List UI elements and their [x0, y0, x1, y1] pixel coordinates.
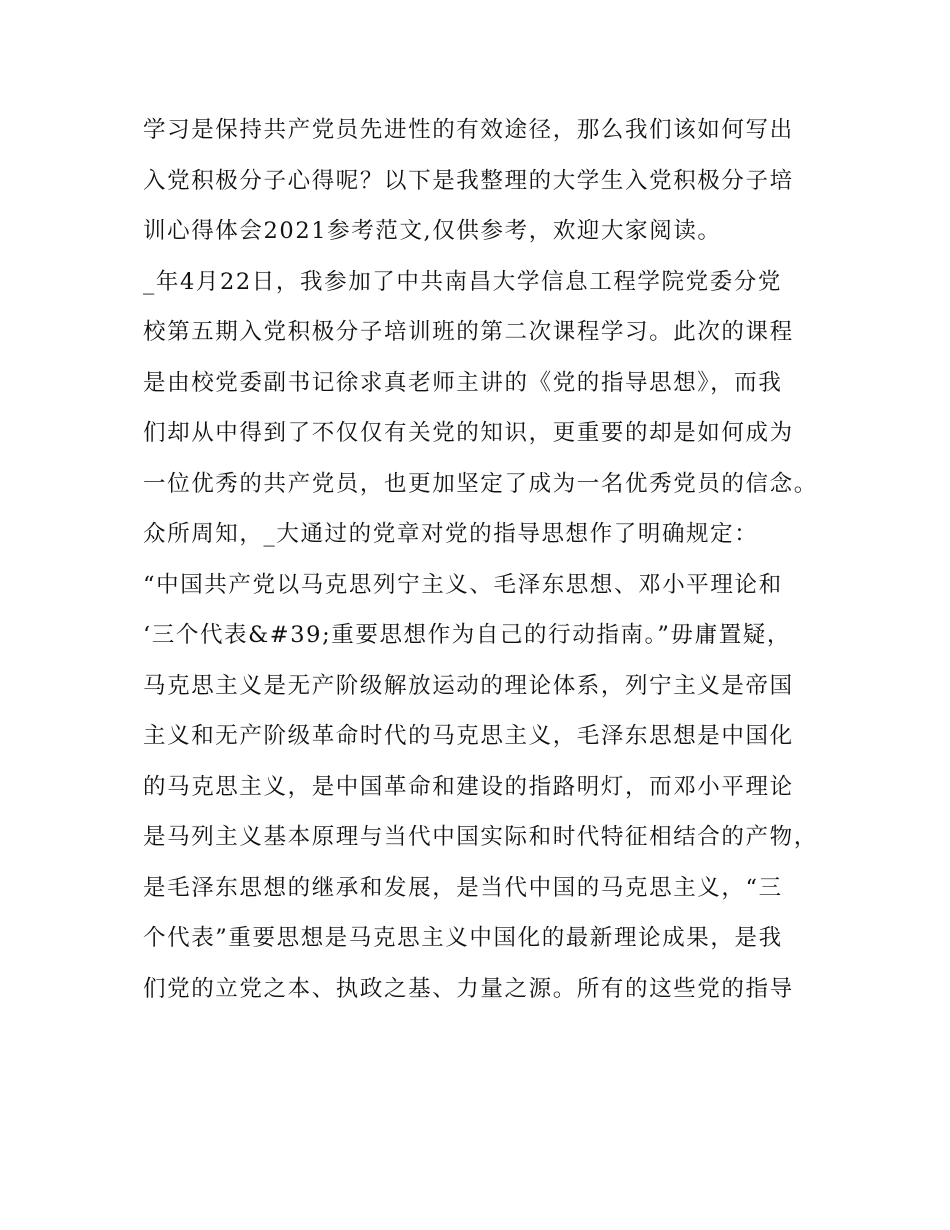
text-line-16: 是毛泽东思想的继承和发展，是当代中国的马克思主义，“三 — [143, 874, 783, 901]
text-line-7: 们却从中得到了不仅仅有关党的知识，更重要的却是如何成为 — [143, 420, 794, 446]
text-line-13: 主义和无产阶级革命时代的马克思主义，毛泽东思想是中国化 — [143, 723, 794, 749]
text-line-1: 学习是保持共产党员先进性的有效途径，那么我们该如何写出 — [143, 117, 794, 143]
text-line-10: “中国共产党以马克思列宁主义、毛泽东思想、邓小平理论和 — [143, 571, 783, 598]
text-line-5: 校第五期入党积极分子培训班的第二次课程学习。此次的课程 — [143, 319, 794, 345]
text-line-2: 入党积极分子心得呢？以下是我整理的大学生入党积极分子培 — [143, 167, 794, 194]
text-line-17: 个代表”重要思想是马克思主义中国化的最新理论成果，是我 — [143, 925, 783, 951]
document-body — [143, 105, 843, 1014]
text-line-6: 是由校党委副书记徐求真老师主讲的《党的指导思想》，而我 — [143, 369, 783, 396]
text-line-15: 是马列主义基本原理与当代中国实际和时代特征相结合的产物， — [143, 824, 818, 850]
text-line-9: 众所周知，_大通过的党章对党的指导思想作了明确规定： — [143, 521, 759, 547]
text-line-4: _年4月22日，我参加了中共南昌大学信息工程学院党委分党 — [143, 268, 782, 295]
text-line-11: ‘三个代表&#39;重要思想作为自己的行动指南。”毋庸置疑， — [143, 622, 791, 648]
text-line-12: 马克思主义是无产阶级解放运动的理论体系，列宁主义是帝国 — [143, 672, 794, 699]
text-line-8: 一位优秀的共产党员，也更加坚定了成为一名优秀党员的信念。 — [143, 470, 818, 497]
text-line-18: 们党的立党之本、执政之基、力量之源。所有的这些党的指导 — [143, 975, 794, 1002]
text-line-3: 训心得体会2021参考范文,仅供参考，欢迎大家阅读。 — [143, 218, 722, 244]
text-line-14: 的马克思主义，是中国革命和建设的指路明灯，而邓小平理论 — [143, 773, 794, 800]
